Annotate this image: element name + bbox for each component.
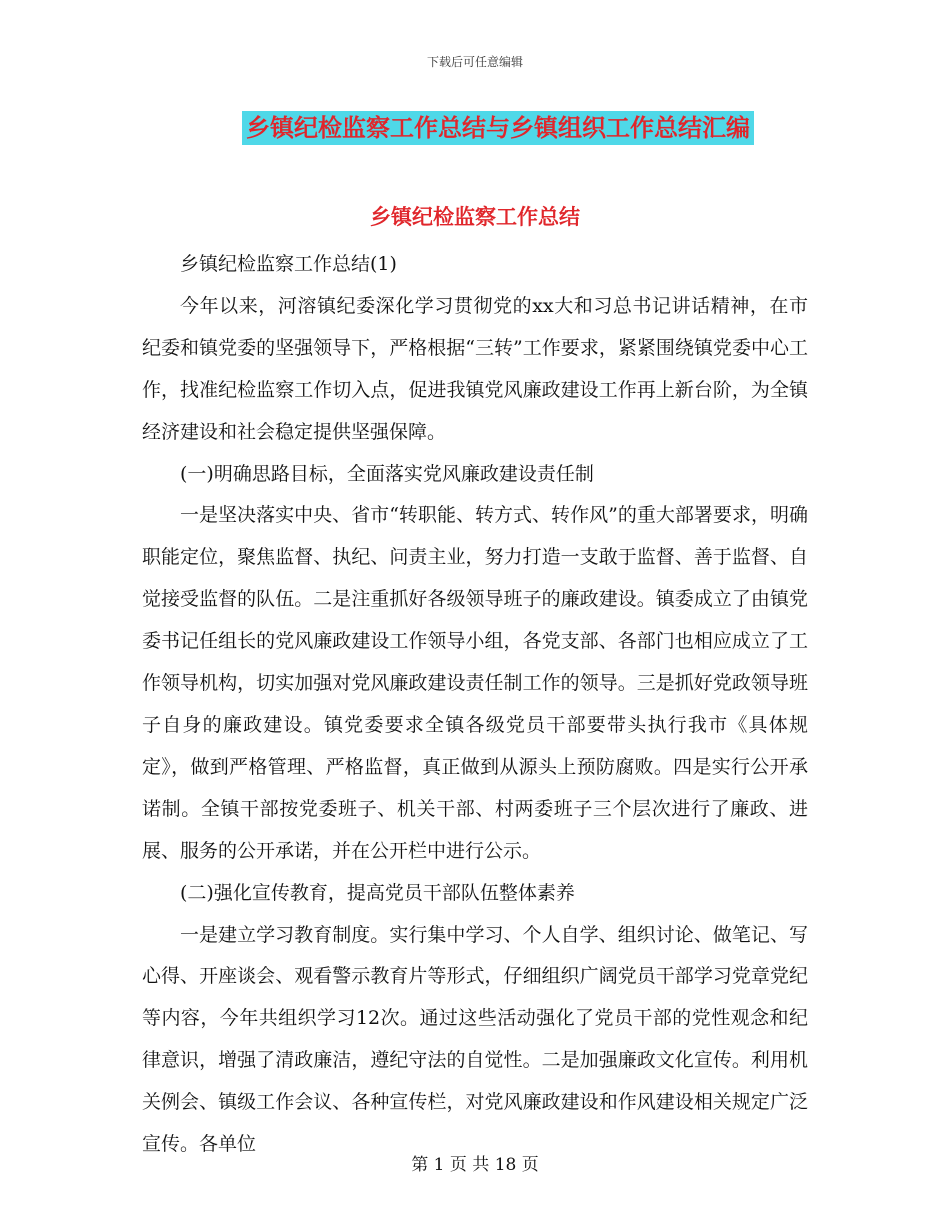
document-title: 乡镇纪检监察工作总结与乡镇组织工作总结汇编 [242, 111, 754, 145]
paragraph-heading: (二)强化宣传教育，提高党员干部队伍整体素养 [180, 881, 575, 904]
header-note: 下载后可任意编辑 [426, 55, 523, 69]
page-number-footer: 第 1 页 共 18 页 [411, 1155, 539, 1175]
section-title: 乡镇纪检监察工作总结 [370, 205, 580, 229]
paragraph-heading: (一)明确思路目标，全面落实党风廉政建设责任制 [180, 462, 594, 485]
paragraph-subtitle: 乡镇纪检监察工作总结(1) [180, 253, 397, 275]
body-text [142, 244, 808, 1166]
document-title-container [0, 111, 950, 145]
paragraph: 今年以来，河溶镇纪委深化学习贯彻党的xx大和习总书记讲话精神，在市纪委和镇党委的坚强领导下，严格根据“三转”工作要求，紧紧围绕镇党委中心工作，找准纪检监察工作切入点，促进我镇党风廉政建设工作再上新台阶，为全镇经济建设和社会稳定提供坚强保障。 [142, 294, 808, 443]
paragraph: 一是坚决落实中央、省市“转职能、转方式、转作风”的重大部署要求，明确职能定位，聚焦监督、执纪、问责主业，努力打造一支敢于监督、善于监督、自觉接受监督的队伍。二是注重抓好各级领导班子的廉政建设。镇委成立了由镇党委书记任组长的党风廉政建设工作领导小组，各党支部、各部门也相应成立了工作领导机构，切实加强对党风廉政建设责任制工作的领导。三是抓好党政领导班子自身的廉政建设。镇党委要求全镇各级党员干部要带头执行我市《具体规定》，做到严格管理、严格监督，真正做到从源头上预防腐败。四是实行公开承诺制。全镇干部按党委班子、机关干部、村两委班子三个层次进行了廉政、进展、服务的公开承诺，并在公开栏中进行公示。 [142, 504, 808, 862]
paragraph: 一是建立学习教育制度。实行集中学习、个人自学、组织讨论、做笔记、写心得、开座谈会、观看警示教育片等形式，仔细组织广阔党员干部学习党章党纪等内容，今年共组织学习12次。通过这些活动强化了党员干部的党性观念和纪律意识，增强了清政廉洁，遵纪守法的自觉性。二是加强廉政文化宣传。利用机关例会、镇级工作会议、各种宣传栏，对党风廉政建设和作风建设相关规定广泛宣传。各单位 [142, 923, 808, 1156]
